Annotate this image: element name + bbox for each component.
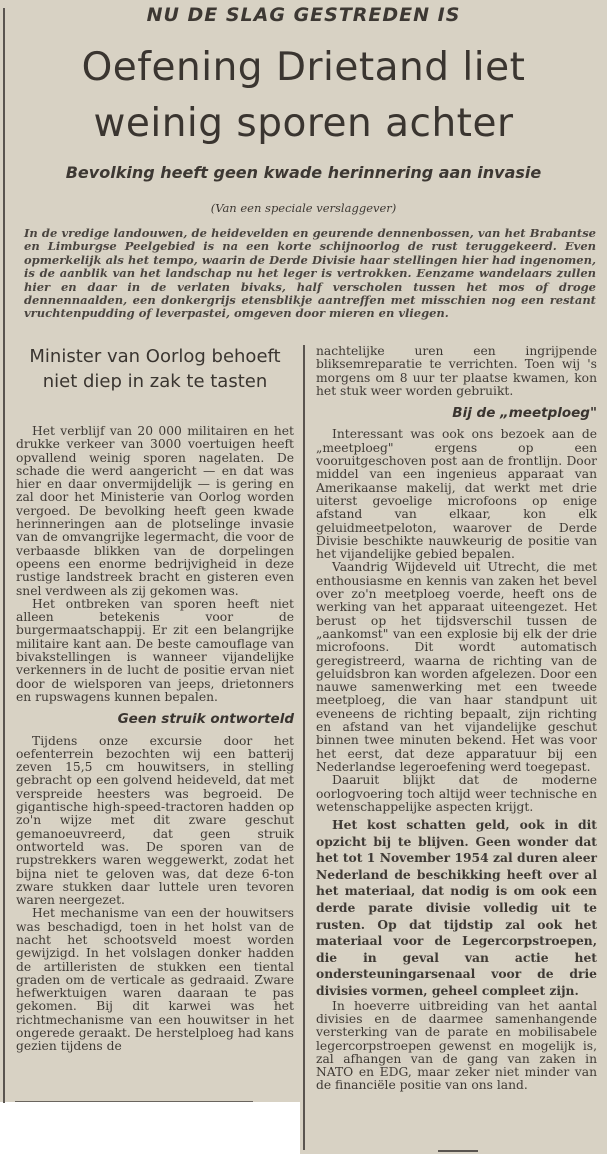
paragraph: Daaruit blijkt dat de moderne oorlogvoering toch altijd weer technische en wetenschappelijke aspecten krijgt.: [316, 773, 597, 814]
paragraph: In hoeverre uitbreiding van het aantal divisies en de daarmee samenhangende versterking van de parate en mobilisabele legercorpstroepen gewenst en mogelijk is, zal afhangen van de gang van zaken in NATO en EDG, maar zeker niet minder van de financiële positie van ons land.: [316, 998, 597, 1093]
right-subheading: Bij de „meetploeg": [452, 405, 597, 422]
left-column: [16, 425, 294, 1054]
article-headline: [0, 40, 607, 152]
paragraph: Vaandrig Wijdeveld uit Utrecht, die met enthousiasme en kennis van zaken het bevel over zo'n meetploeg voerde, heeft ons de werking van het apparaat uiteengezet. Het berust op het tijdsverschil tussen de „aankomst" van een explosie bij elk der drie microfoons. Dit wordt automatisch geregistreerd, waarna de richting van de geluidsbron kan worden afgelezen. Door een nauwe samenwerking met een tweede meetploeg, die van haar standpunt uit eveneens de richting bepaalt, zijn richting en afstand van het vijandelijke geschut binnen twee minuten bekend. Het was voor het eerst, dat deze apparatuur bij een Nederlandse legeroefening werd toegepast.: [316, 560, 597, 774]
article-lead: In de vredige landouwen, de heidevelden en geurende dennenbossen, van het Brabantse en Limburgse Peelgebied is na een korte schijnoorlog de rust teruggekeerd. Even opmerkelijk als het tempo, waarin de Derde Divisie haar stellingen hier had ingenomen, is de aanblik van het landschap nu het leger is vertrokken. Eenzame wandelaars zullen hier en daar in de verlaten bivaks, half verscholen tussen het mos of droge dennennaalden, een donkergrijs etensblikje aantreffen met misschien nog een restant vruchtenpudding of leverpastei, omgeven door mieren en vliegen.: [24, 226, 596, 321]
newspaper-page-right-strip: [300, 1100, 607, 1154]
left-column-end-rule: [15, 1101, 253, 1102]
headline-line-2: weinig sporen achter: [93, 101, 514, 146]
paragraph: Het mechanisme van een der houwitsers was beschadigd, toen in het holst van de nacht het schootsveld moest worden gewijzigd. In het volslagen donker hadden de artilleristen de stukken een tiental graden om de verticale as gedraaid. Zware hefwerktuigen waren daaraan te pas gekomen. Bij dit karwei was het richtmechanisme van een houwitser in het ongerede geraakt. De herstelploeg had kans gezien tijdens de: [16, 906, 294, 1054]
article-subheadline: Bevolking heeft geen kwade herinnering aan invasie: [65, 163, 542, 182]
column-divider-rule: [303, 345, 305, 1150]
bold-paragraph: Het kost schatten geld, ook in dit opzicht bij te blijven. Geen wonder dat het tot 1 November 1954 zal duren aleer Nederland de beschikking heeft over al het materiaal, dat nodig is om ook een derde parate divisie volledig uit te rusten. Op dat tijdstip zal ook het materiaal voor de Legercorpstroepen, die in geval van actie het ondersteuningarsenaal voor de drie divisies vormen, geheel compleet zijn.: [316, 817, 597, 999]
paragraph: Het verblijf van 20 000 militairen en het drukke verkeer van 3000 voertuigen heeft opvallend weinig sporen nagelaten. De schade die werd aangericht — en dat was hier en daar onvermijdelijk — is gering en zal door het Ministerie van Oorlog worden vergoed. De bevolking heeft geen kwade herinneringen aan de plotselinge invasie van de omvangrijke legermacht, die voor de verbaasde blikken van de dorpelingen opeens een enorme bedrijvigheid in deze rustige landstreek bracht en gisteren even snel verdween als zij gekomen was.: [16, 424, 294, 598]
paragraph: Tijdens onze excursie door het oefenterrein bezochten wij een batterij zeven 15,5 cm houwitsers, in stelling gebracht op een golvend heideveld, dat met verspreide heesters was begroeid. De gigantische high-speed-tractoren hadden op zo'n wijze met dit zware geschut gemanoeuvreerd, dat geen struik ontworteld was. De sporen van de rupstrekkers waren weggewerkt, zodat het bijna niet te geloven was, dat deze 6-ton zware stukken daar luttele uren tevoren waren neergezet.: [16, 733, 294, 908]
right-column: [316, 345, 597, 1093]
article-end-rule: [438, 1150, 478, 1152]
paragraph: Het ontbreken van sporen heeft niet alleen betekenis voor de burgermaatschappij. Er zit een belangrijke militaire kant aan. De beste camouflage van bivakstellingen is wanneer vijandelijke verkenners in de lucht de positie ervan niet door de wielsporen van jeeps, drietonners en rupswagens kunnen bepalen.: [16, 596, 294, 704]
left-section-heading: Minister van Oorlog behoeft niet diep in zak te tasten: [29, 346, 281, 392]
paragraph-continuation: nachtelijke uren een ingrijpende bliksemreparatie te verrichten. Toen wij 's morgens om 8 uur ter plaatse kwamen, kon het stuk weer worden gebruikt.: [316, 344, 597, 398]
article-byline: (Van een speciale verslaggever): [210, 201, 397, 215]
left-subheading: Geen struik ontworteld: [117, 711, 294, 728]
paragraph: Interessant was ook ons bezoek aan de „meetploeg" ergens op een vooruitgeschoven post aan de frontlijn. Door middel van een ingenieus apparaat van Amerikaanse makelij, dat werkt met drie uiterst gevoelige microfoons op enige afstand van elkaar, kon elk geluidmeetpeloton, waarover de Derde Divisie beschikte nauwkeurig de positie van het vijandelijke gebied bepalen.: [316, 427, 597, 562]
headline-line-1: Oefening Drietand liet: [81, 45, 526, 90]
article-kicker: NU DE SLAG GESTREDEN IS: [146, 4, 461, 26]
